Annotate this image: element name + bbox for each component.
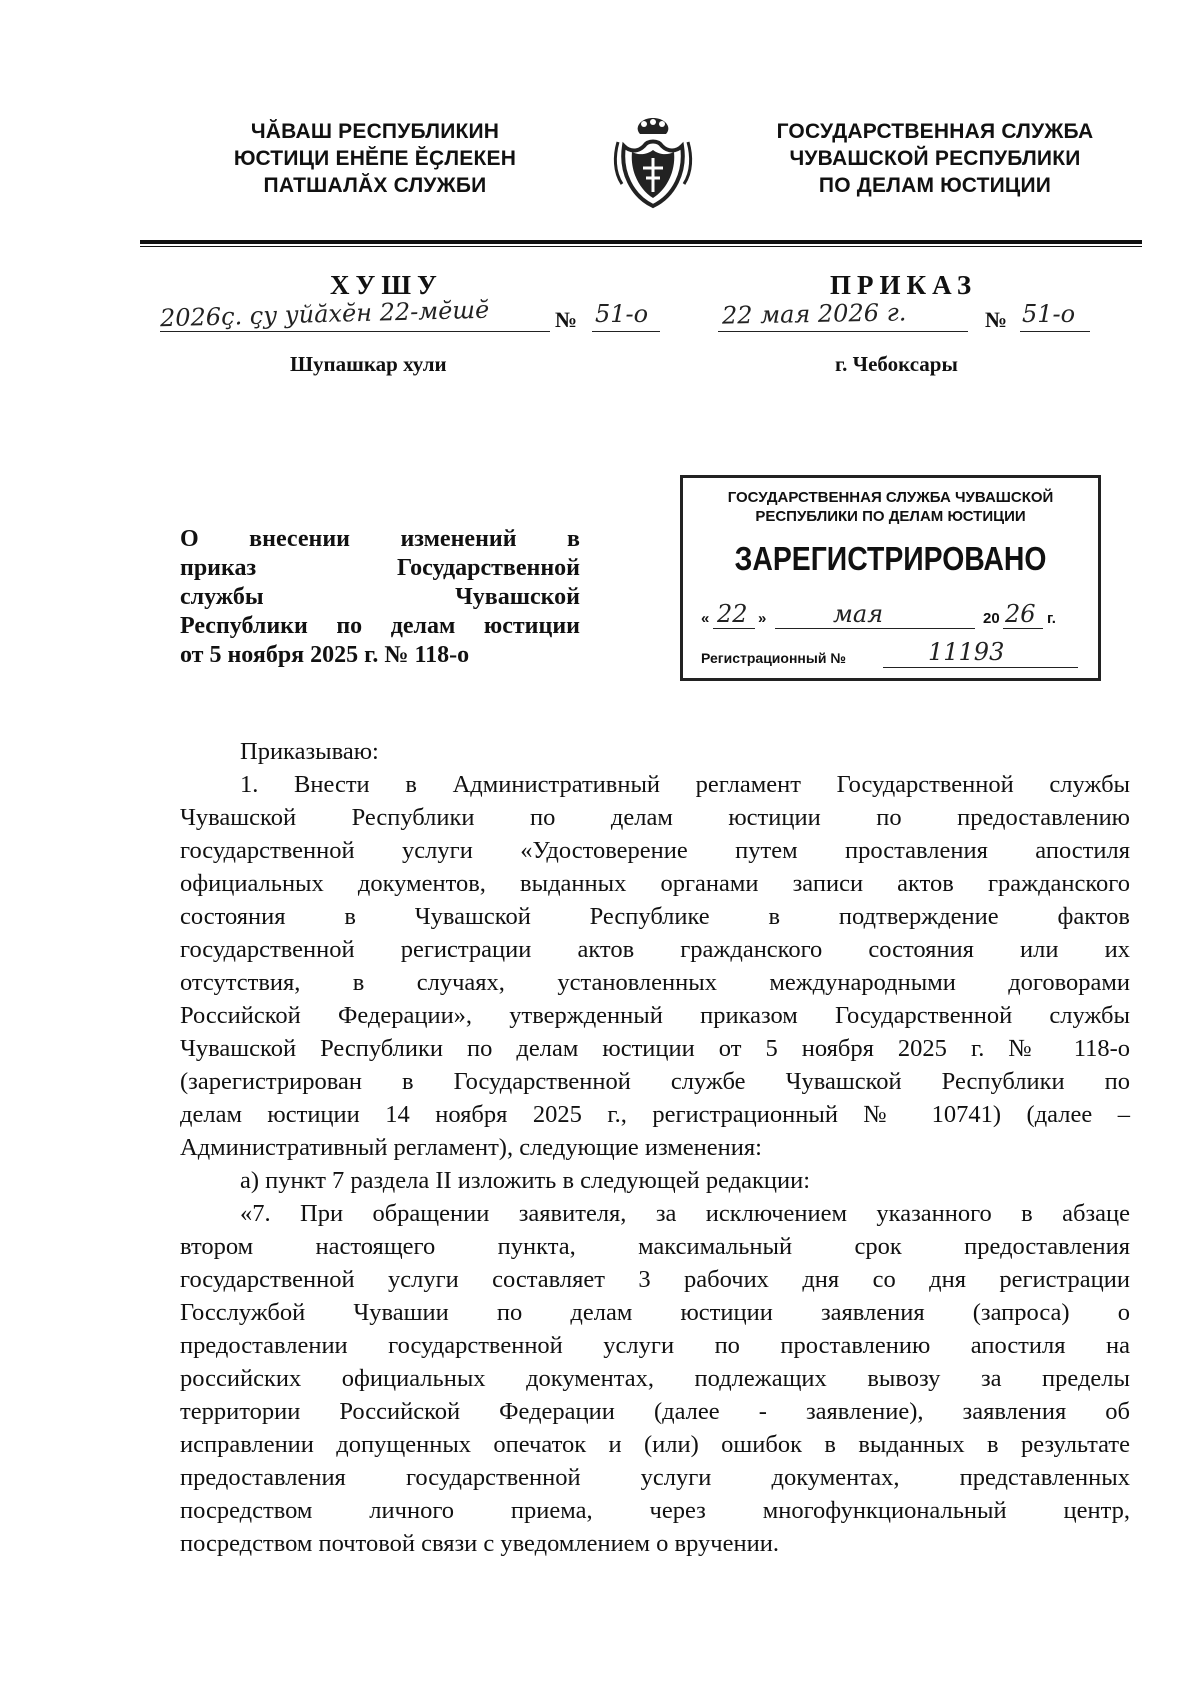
order-title-chuvash: ХУШУ: [330, 270, 443, 300]
body-line: (зарегистрирован в Государственной службе Чувашской Республики по: [180, 1068, 1130, 1095]
body-line: исправлении допущенных опечаток и (или) ошибок в выданных в результате: [180, 1431, 1130, 1458]
header-chuvash-org-name: [195, 118, 555, 199]
body-line: государственной услуги «Удостоверение путем проставления апостиля: [180, 837, 1130, 864]
body-line: территории Российской Федерации (далее - заявление), заявления об: [180, 1398, 1130, 1425]
document-subject: [180, 525, 580, 670]
number-label: №: [985, 307, 1008, 332]
stamp-open-quote: «: [701, 610, 710, 627]
body-line: отсутствия, в случаях, установленных международными договорами: [180, 969, 1130, 996]
number-underline: [1020, 331, 1090, 332]
stamp-day-underline: [713, 628, 755, 629]
stamp-month-underline: [775, 628, 975, 629]
subject-line: от 5 ноября 2025 г. № 118-о: [180, 642, 470, 668]
subject-line: приказ Государственной: [180, 555, 580, 581]
place-russian: г. Чебоксары: [835, 352, 958, 376]
order-date-russian-handwritten: 22 мая 2026 г.: [721, 298, 907, 330]
document-body: [180, 735, 1130, 1560]
stamp-reg-underline: [883, 667, 1078, 668]
header-right-line: ЧУВАШСКОЙ РЕСПУБЛИКИ: [789, 147, 1081, 170]
stamp-month-handwritten: мая: [833, 600, 884, 628]
header-left-line: ПАТШАЛĂХ СЛУЖБИ: [263, 174, 487, 197]
subject-line: О внесении изменений в: [180, 526, 580, 552]
body-line: 1. Внести в Административный регламент Государственной службы: [240, 771, 1130, 798]
body-line: состояния в Чувашской Республике в подтверждение фактов: [180, 903, 1130, 930]
body-line: «7. При обращении заявителя, за исключением указанного в абзаце: [240, 1200, 1130, 1227]
body-line: Приказываю:: [240, 738, 379, 765]
body-line: Российской Федерации», утвержденный приказом Государственной службы: [180, 1002, 1130, 1029]
stamp-org-line: РЕСПУБЛИКИ ПО ДЕЛАМ ЮСТИЦИИ: [755, 508, 1026, 525]
body-line: Чувашской Республики по делам юстиции по предоставлению: [180, 804, 1130, 831]
header-russian-org-name: [745, 118, 1125, 199]
number-underline: [592, 331, 660, 332]
subject-line: службы Чувашской: [180, 584, 580, 610]
body-line: Административный регламент), следующие изменения:: [180, 1134, 762, 1161]
stamp-year-suffix: г.: [1047, 610, 1056, 627]
body-line: государственной регистрации актов гражданского состояния или их: [180, 936, 1130, 963]
header-left-line: ЧӐВАШ РЕСПУБЛИКИН: [250, 120, 500, 143]
body-line: предоставления государственной услуги документах, представленных: [180, 1464, 1130, 1491]
order-number-russian-handwritten: 51-о: [1022, 300, 1076, 328]
date-underline: [160, 331, 550, 332]
body-line: втором настоящего пункта, максимальный срок предоставления: [180, 1233, 1130, 1260]
body-line: предоставлении государственной услуги по проставлению апостиля на: [180, 1332, 1130, 1359]
body-line: Чувашской Республики по делам юстиции от 5 ноября 2025 г. № 118-о: [180, 1035, 1130, 1062]
date-underline: [718, 331, 968, 332]
header-right-line: ГОСУДАРСТВЕННАЯ СЛУЖБА: [776, 120, 1094, 143]
body-line: официальных документов, выданных органами записи актов гражданского: [180, 870, 1130, 897]
body-line: делам юстиции 14 ноября 2025 г., регистрационный № 10741) (далее –: [180, 1101, 1130, 1128]
stamp-reg-number-handwritten: 11193: [928, 638, 1005, 666]
stamp-year-underline: [1003, 628, 1043, 629]
body-line: посредством почтовой связи с уведомлением о вручении.: [180, 1530, 779, 1557]
order-title-russian: ПРИКАЗ: [830, 270, 978, 300]
stamp-title: ЗАРЕГИСТРИРОВАНО: [734, 540, 1047, 577]
body-line: государственной услуги составляет 3 рабочих дня со дня регистрации: [180, 1266, 1130, 1293]
subject-line: Республики по делам юстиции: [180, 613, 580, 639]
stamp-close-quote: »: [758, 610, 767, 627]
header-left-line: ЮСТИЦИ ЕНĔПЕ ĔҪЛЕКЕН: [233, 147, 517, 170]
registration-stamp: [680, 475, 1101, 681]
header-divider: [140, 240, 1142, 247]
body-line: Госслужбой Чувашии по делам юстиции заявления (запроса) о: [180, 1299, 1130, 1326]
place-chuvash: Шупашкар хули: [290, 352, 447, 376]
chuvash-coat-of-arms-icon: [610, 112, 696, 212]
body-line: посредством личного приема, через многофункциональный центр,: [180, 1497, 1130, 1524]
body-line: а) пункт 7 раздела II изложить в следующей редакции:: [240, 1167, 811, 1194]
stamp-reg-label: Регистрационный №: [701, 650, 846, 666]
stamp-year-handwritten: 26: [1005, 600, 1036, 628]
stamp-year-prefix: 20: [983, 610, 1000, 627]
header-right-line: ПО ДЕЛАМ ЮСТИЦИИ: [818, 174, 1052, 197]
stamp-day-handwritten: 22: [717, 600, 748, 628]
body-line: российских официальных документах, подлежащих вывозу за пределы: [180, 1365, 1130, 1392]
order-number-chuvash-handwritten: 51-о: [595, 300, 649, 328]
order-date-chuvash-handwritten: 2026ҫ. ҫу уйӑхӗн 22-мӗшӗ: [159, 295, 490, 333]
number-label: №: [555, 307, 578, 332]
stamp-org-line: ГОСУДАРСТВЕННАЯ СЛУЖБА ЧУВАШСКОЙ: [727, 489, 1054, 506]
stamp-org-name: [683, 488, 1098, 526]
